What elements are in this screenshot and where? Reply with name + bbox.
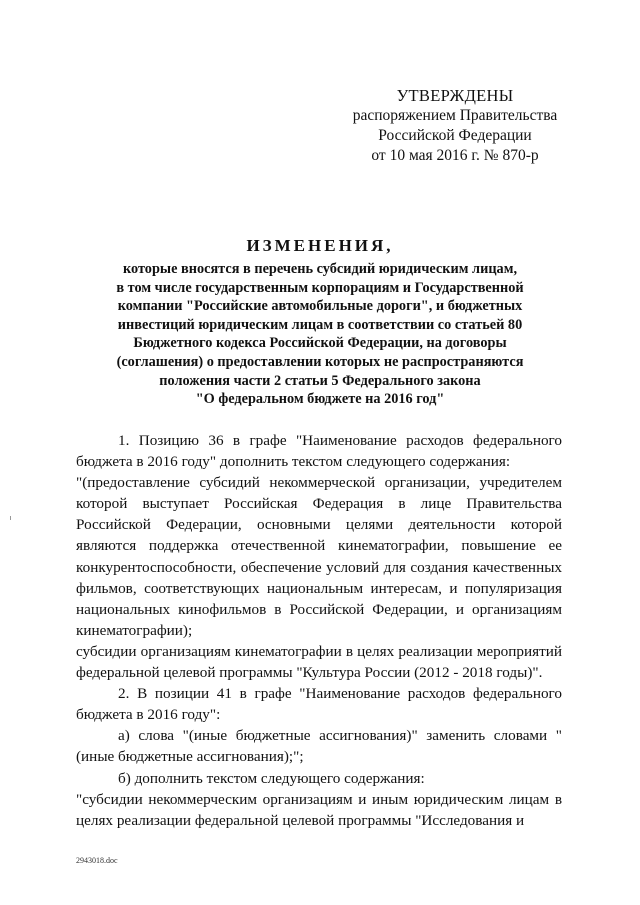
- document-body: [76, 430, 562, 831]
- approval-block: [330, 86, 580, 166]
- approval-line-order: распоряжением Правительства: [352, 107, 558, 124]
- paragraph-item-1: 1. Позицию 36 в графе "Наименование расходов федерального бюджета в 2016 году" дополнить текстом следующего содержания:: [76, 432, 562, 471]
- paragraph-quote-subsidy: "(предоставление субсидий некоммерческой организации, учредителем которой выступает Российская Федерация в лице Правительства Российской Федерации, основными целями деятельности которой являются поддержка отечественной кинематографии, повышение ее конкурентоспособности, обеспечение условий для создания качественных фильмов, соответствующих национальным интересам, и популяризация национальных кинофильмов в Российской Федерации, и организациям кинематографии);: [76, 474, 562, 639]
- paragraph-cinematography: субсидии организациям кинематографии в целях реализации мероприятий федеральной целевой программы "Культура России (2012 - 2018 годы)".: [76, 642, 562, 682]
- subtitle-line: "О федеральном бюджете на 2016 год": [195, 391, 445, 408]
- subtitle-line: в том числе государственным корпорациям и Государственной: [116, 279, 524, 296]
- document-title: ИЗМЕНЕНИЯ,: [246, 236, 394, 255]
- approval-heading: УТВЕРЖДЕНЫ: [396, 86, 514, 105]
- subtitle-line: которые вносятся в перечень субсидий юридическим лицам,: [122, 261, 518, 277]
- paragraph-subitem-b: б) дополнить текстом следующего содержания:: [118, 769, 425, 787]
- margin-mark: [10, 516, 11, 520]
- approval-line-federation: Российской Федерации: [378, 127, 532, 144]
- subtitle-line: Бюджетного кодекса Российской Федерации, на договоры: [133, 335, 507, 352]
- subtitle-line: инвестиций юридическим лицам в соответствии со статьей 80: [117, 316, 523, 333]
- document-subtitle: [70, 260, 570, 409]
- document-filename: 2943018.doc: [76, 856, 118, 865]
- approval-line-date: от 10 мая 2016 г. № 870-р: [371, 147, 539, 164]
- paragraph-subitem-a: а) слова "(иные бюджетные ассигнования)" заменить словами "(иные бюджетные ассигнования);";: [76, 727, 562, 766]
- paragraph-item-2: 2. В позиции 41 в графе "Наименование расходов федерального бюджета в 2016 году":: [76, 685, 562, 724]
- subtitle-line: положения части 2 статьи 5 Федерального закона: [159, 372, 481, 389]
- subtitle-line: (соглашения) о предоставлении которых не распространяются: [116, 353, 524, 370]
- subtitle-line: компании "Российские автомобильные дороги", и бюджетных: [117, 298, 523, 315]
- paragraph-quote-research: "субсидии некоммерческим организациям и иным юридическим лицам в целях реализации федеральной целевой программы "Исследования и: [76, 790, 562, 829]
